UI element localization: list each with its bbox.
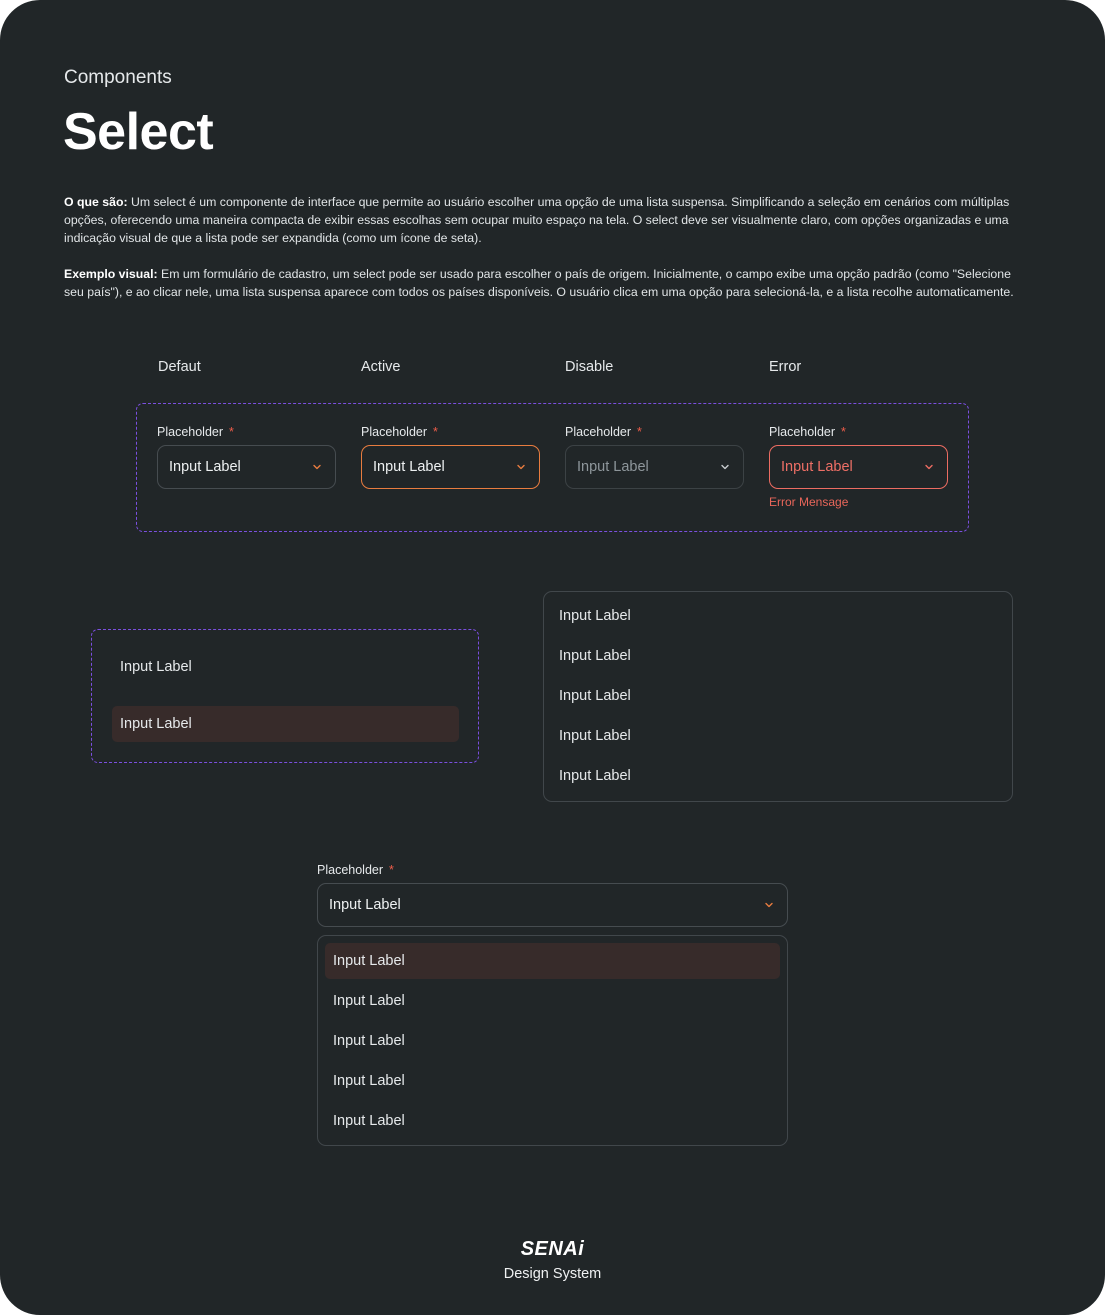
select-value: Input Label [329,897,401,913]
select-active[interactable] [361,445,540,489]
select-open-option-highlighted[interactable]: Input Label [325,943,780,979]
field-label-text: Placeholder [361,425,428,439]
field-label-default [157,425,234,439]
dropdown-option[interactable]: Input Label [559,728,631,744]
select-value: Input Label [373,459,445,475]
description-what-text: Um select é um componente de interface que permite ao usuário escolher uma opção de uma lista suspensa. Simplificando a seleção em cenários com múltiplas opções, oferecendo uma maneira compacta de exibir essas escolhas sem ocupar muito espaço na tela. O select deve ser visualmente claro, com opções organizadas e uma indicação visual de que a lista pode ser expandida (como um ícone de seta). [64,195,1010,245]
chevron-down-icon [719,461,731,473]
required-asterisk: * [841,425,846,439]
required-asterisk: * [229,425,234,439]
page-title: Select [63,103,214,161]
select-default[interactable] [157,445,336,489]
select-open-option[interactable]: Input Label [333,1073,405,1089]
senai-logo: SENAi [520,1238,585,1260]
select-open[interactable] [317,883,788,927]
field-label-disable [565,425,642,439]
required-asterisk: * [637,425,642,439]
select-value: Input Label [169,459,241,475]
state-heading-error: Error [769,359,802,375]
chevron-down-icon [763,899,775,911]
field-label-text: Placeholder [565,425,632,439]
section-eyebrow: Components [64,67,172,88]
required-asterisk: * [433,425,438,439]
description-what [64,193,1034,247]
chevron-down-icon [923,461,935,473]
option-hover[interactable]: Input Label [112,706,459,742]
select-value: Input Label [577,459,649,475]
select-error[interactable] [769,445,948,489]
field-label-text: Placeholder [317,863,384,877]
field-label-text: Placeholder [769,425,836,439]
select-open-option[interactable]: Input Label [333,993,405,1009]
description-example [64,265,1034,301]
dropdown-option[interactable]: Input Label [559,648,631,664]
field-label-active [361,425,438,439]
state-heading-disable: Disable [565,359,614,375]
select-open-option[interactable]: Input Label [333,1033,405,1049]
select-open-option[interactable]: Input Label [333,1113,405,1129]
description-what-heading: O que são: [64,195,128,209]
design-system-subtitle: Design System [503,1266,602,1282]
description-example-heading: Exemplo visual: [64,267,158,281]
state-heading-active: Active [361,359,401,375]
dropdown-option[interactable]: Input Label [559,608,631,624]
select-value: Input Label [781,459,853,475]
field-label-text: Placeholder [157,425,224,439]
select-disabled [565,445,744,489]
field-label-error [769,425,846,439]
option-states-frame [91,629,479,763]
description-example-text: Em um formulário de cadastro, um select pode ser usado para escolher o país de origem. Inicialmente, o campo exibe uma opção padrão (como "Selecione seu país"), e ao clicar nele, uma lista suspensa aparece com todos os países disponíveis. O usuário clica em uma opção para selecioná-la, e a lista recolhe automaticamente. [64,267,1014,299]
option-default[interactable]: Input Label [120,659,192,675]
required-asterisk: * [389,863,394,877]
dropdown-option[interactable]: Input Label [559,688,631,704]
chevron-down-icon [515,461,527,473]
field-label-open [317,863,394,877]
state-heading-default: Defaut [158,359,201,375]
error-message: Error Mensage [769,495,849,509]
chevron-down-icon [311,461,323,473]
dropdown-option[interactable]: Input Label [559,768,631,784]
